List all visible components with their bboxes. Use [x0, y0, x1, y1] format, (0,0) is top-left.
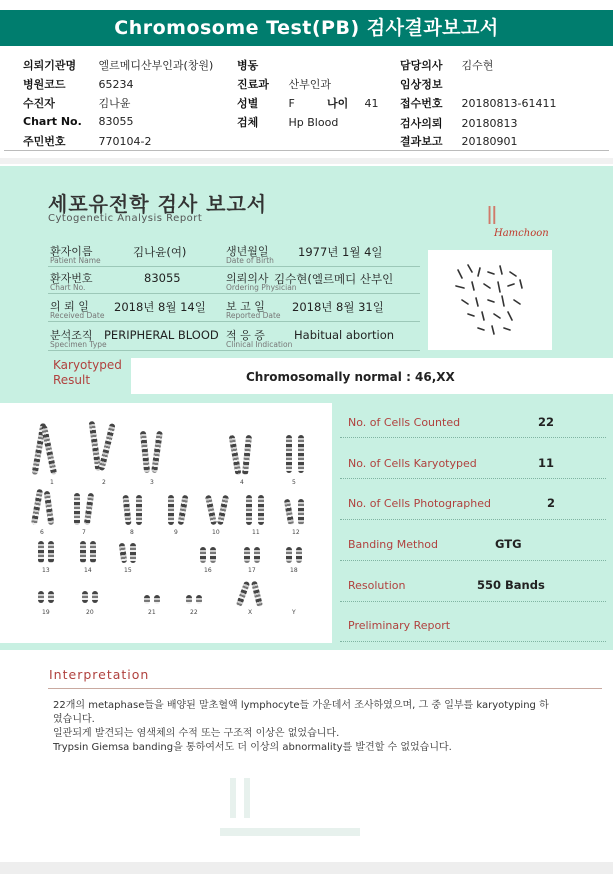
chromosome-label: 11 — [252, 529, 260, 536]
info-value: 김수현 — [461, 59, 494, 72]
chromosome-label: 5 — [292, 479, 296, 486]
chromosome-6 — [44, 491, 55, 526]
chromosome-label: 18 — [290, 567, 298, 574]
chromosome-label: 3 — [150, 479, 154, 486]
info-row-sex — [237, 95, 295, 111]
chromosome-6 — [31, 489, 43, 525]
chromosome-label: 4 — [240, 479, 244, 486]
chromosome-21 — [144, 595, 150, 604]
stat-label-cells-karyotyped: No. of Cells Karyotyped — [348, 457, 477, 470]
karyotyped-result-label: Karyotyped Result — [53, 358, 122, 387]
chromosome-4 — [229, 435, 242, 475]
info-row-department — [237, 76, 331, 92]
info-value: 83055 — [98, 115, 134, 128]
page-title: Chromosome Test(PB) 검사결과보고서 — [0, 10, 613, 46]
chromosome-label: 21 — [148, 609, 156, 616]
page-footer-bar — [0, 862, 613, 874]
info-value: 산부인과 — [288, 78, 332, 91]
info-value: 65234 — [98, 78, 134, 91]
info-label: 담당의사 — [400, 59, 443, 72]
dob-value: 1977년 1월 4일 — [298, 245, 383, 259]
interpretation-divider — [48, 688, 602, 689]
chromosome-2 — [98, 423, 115, 471]
field-sublabel: Patient Name — [50, 256, 101, 265]
stat-divider — [340, 519, 606, 520]
info-row-report-date — [400, 133, 518, 149]
info-label: 결과보고 — [400, 135, 443, 148]
info-row-chart-no — [23, 115, 134, 128]
info-label: 접수번호 — [400, 97, 443, 110]
chromosome-label: 1 — [50, 479, 54, 486]
stat-value-resolution: 550 Bands — [477, 578, 545, 592]
chromosome-16 — [200, 547, 206, 563]
chromosome-15 — [130, 543, 136, 563]
info-value: 엘르메디산부인과(창원) — [98, 59, 214, 72]
chromosome-12 — [284, 499, 294, 526]
info-value: 20180901 — [461, 135, 518, 148]
logo-text: Hamchoon — [494, 228, 549, 239]
chromosome-label: X — [248, 609, 253, 616]
info-row-hospital-code — [23, 76, 134, 92]
field-label: 분석조직 — [50, 329, 93, 342]
chromosome-19 — [38, 591, 44, 603]
chromosome-5 — [298, 435, 304, 473]
chromosome-x — [251, 581, 263, 608]
chromosome-12 — [298, 499, 304, 525]
info-row-age — [327, 95, 379, 111]
info-value: F — [288, 97, 295, 110]
karyotype-result-value: Chromosomally normal : 46,XX — [246, 370, 455, 384]
chromosome-label: 7 — [82, 529, 86, 536]
info-label: 주민번호 — [23, 135, 66, 148]
stat-value-cells-karyotyped: 11 — [538, 456, 555, 470]
stat-label-cells-counted: No. of Cells Counted — [348, 416, 461, 429]
stat-label-cells-photographed: No. of Cells Photographed — [348, 497, 491, 510]
chromosome-label: 17 — [248, 567, 256, 574]
chromosome-label: 12 — [292, 529, 300, 536]
stat-divider — [340, 601, 606, 602]
field-sublabel: Reported Date — [226, 311, 281, 320]
stat-value-banding-method: GTG — [495, 537, 522, 551]
info-value: Hp Blood — [288, 116, 339, 129]
chromosome-label: 9 — [174, 529, 178, 536]
info-row-patient — [23, 95, 130, 111]
stat-divider — [340, 641, 606, 642]
info-value: 김나윤 — [98, 97, 131, 110]
interpretation-line: Trypsin Giemsa banding을 통하여서도 더 이상의 abnormality를 발견할 수 없었습니다. — [53, 742, 452, 753]
stat-divider — [340, 560, 606, 561]
patient-name-value: 김나윤(여) — [133, 245, 187, 259]
chromosome-3 — [151, 431, 163, 473]
info-label: 성별 — [237, 97, 259, 110]
chromosome-9 — [177, 495, 188, 526]
chromosome-16 — [210, 547, 216, 563]
chromosome-4 — [242, 435, 252, 475]
info-label: 의뢰기관명 — [23, 59, 77, 72]
chromosome-21 — [154, 595, 160, 604]
info-label: 검체 — [237, 116, 259, 129]
row-divider — [48, 266, 420, 267]
chromosome-19 — [48, 591, 54, 603]
chromosome-7 — [84, 493, 94, 526]
karyogram-image — [0, 403, 332, 643]
field-label: 환자번호 — [50, 272, 93, 285]
info-row-ward — [237, 57, 289, 73]
chromosome-label: 16 — [204, 567, 212, 574]
field-sublabel: Ordering Physician — [226, 283, 297, 292]
interpretation-text — [53, 699, 553, 755]
chromosome-22 — [196, 595, 202, 604]
field-sublabel: Clinical Indication — [226, 340, 293, 349]
chromosome-14 — [80, 541, 86, 563]
chromosome-x — [236, 581, 251, 607]
info-value: 41 — [364, 97, 379, 110]
field-label: 생년월일 — [226, 245, 269, 258]
chromosome-label: 2 — [102, 479, 106, 486]
info-label: 수진자 — [23, 97, 55, 110]
specimen-value: PERIPHERAL BLOOD — [104, 328, 219, 342]
chromosome-label: 13 — [42, 567, 50, 574]
lab-logo — [484, 200, 556, 244]
chromosome-label: 10 — [212, 529, 220, 536]
info-row-specimen — [237, 114, 338, 130]
info-row-id-number — [23, 133, 151, 149]
info-row-institution — [23, 57, 213, 73]
reported-date-value: 2018년 8월 31일 — [292, 300, 384, 314]
field-sublabel: Specimen Type — [50, 340, 107, 349]
info-row-request-date — [400, 115, 518, 131]
info-label: 나이 — [327, 97, 349, 110]
stat-label-banding-method: Banding Method — [348, 538, 439, 551]
field-sublabel: Chart No. — [50, 283, 86, 292]
stat-value-cells-counted: 22 — [538, 415, 555, 429]
chromosome-14 — [90, 541, 96, 563]
stat-label-preliminary-report: Preliminary Report — [348, 619, 451, 632]
info-label: 검사의뢰 — [400, 117, 443, 130]
stat-divider — [340, 478, 606, 479]
report-subtitle: Cytogenetic Analysis Report — [48, 213, 203, 224]
field-label: 의 뢰 일 — [50, 300, 89, 313]
field-sublabel: Received Date — [50, 311, 105, 320]
chromosome-3 — [140, 431, 150, 473]
chromosome-13 — [38, 541, 44, 563]
info-label: 병원코드 — [23, 78, 66, 91]
interpretation-line: 일관되게 발견되는 염색체의 수적 또는 구조적 이상은 없었습니다. — [53, 728, 340, 739]
chromosome-22 — [186, 595, 192, 604]
chromosome-10 — [205, 495, 217, 526]
chromosome-label: 20 — [86, 609, 94, 616]
chromosome-10 — [217, 495, 229, 526]
indication-value: Habitual abortion — [294, 328, 395, 342]
info-label: 병동 — [237, 59, 259, 72]
row-divider — [48, 321, 420, 322]
chromosome-label: 6 — [40, 529, 44, 536]
interpretation-title: Interpretation — [49, 667, 150, 682]
chromosome-7 — [74, 493, 80, 525]
chromosome-20 — [82, 591, 88, 603]
field-label: 환자이름 — [50, 245, 93, 258]
chromosome-18 — [286, 547, 292, 563]
chromosome-label: 15 — [124, 567, 132, 574]
logo-mark-icon: ǁ — [486, 202, 498, 230]
report-title: 세포유전학 검사 보고서 — [48, 192, 268, 216]
info-row-doctor — [400, 57, 493, 73]
chromosome-18 — [296, 547, 302, 563]
chromosome-11 — [258, 495, 264, 525]
stat-label-resolution: Resolution — [348, 579, 406, 592]
info-value: 770104-2 — [98, 135, 152, 148]
chromosome-label: 14 — [84, 567, 92, 574]
received-date-value: 2018년 8월 14일 — [114, 300, 206, 314]
info-row-clinical-info — [400, 76, 462, 92]
stat-value-cells-photographed: 2 — [547, 496, 556, 510]
row-divider — [48, 350, 420, 351]
info-label: 진료과 — [237, 78, 269, 91]
chromosome-17 — [244, 547, 250, 563]
chromosome-label: 19 — [42, 609, 50, 616]
field-label: 의뢰의사 — [226, 272, 269, 285]
chromosome-11 — [246, 495, 252, 525]
chart-no-value: 83055 — [144, 271, 181, 285]
physician-value: 김수현(엘르메디 산부인 — [274, 272, 394, 286]
info-value: 20180813-61411 — [461, 97, 557, 110]
chromosome-label: 8 — [130, 529, 134, 536]
chromosome-20 — [92, 591, 98, 603]
field-sublabel: Date of Birth — [226, 256, 274, 265]
metaphase-image — [428, 250, 552, 350]
chromosome-1 — [41, 425, 57, 475]
chromosome-13 — [48, 541, 54, 563]
field-label: 적 응 증 — [226, 329, 265, 342]
chromosome-label: 22 — [190, 609, 198, 616]
divider — [4, 150, 609, 151]
chromosome-15 — [119, 543, 128, 564]
chromosome-17 — [254, 547, 260, 563]
info-label: Chart No. — [23, 115, 82, 128]
chromosome-8 — [122, 495, 131, 525]
info-value: 20180813 — [461, 117, 518, 130]
chromosome-9 — [168, 495, 174, 525]
divider — [0, 158, 613, 164]
chromosome-label: Y — [292, 609, 296, 616]
field-label: 보 고 일 — [226, 300, 265, 313]
row-divider — [48, 293, 420, 294]
watermark-logo-icon — [200, 770, 380, 850]
stat-divider — [340, 437, 606, 438]
interpretation-line: 22개의 metaphase들을 배양된 말초혈액 lymphocyte들 가운데서 조사하였으며, 그 중 일부를 karyotyping 하였습니다. — [53, 700, 549, 725]
info-row-receipt-no — [400, 95, 556, 111]
chromosome-8 — [136, 495, 142, 525]
info-label: 임상정보 — [400, 78, 443, 91]
chromosome-5 — [286, 435, 292, 473]
